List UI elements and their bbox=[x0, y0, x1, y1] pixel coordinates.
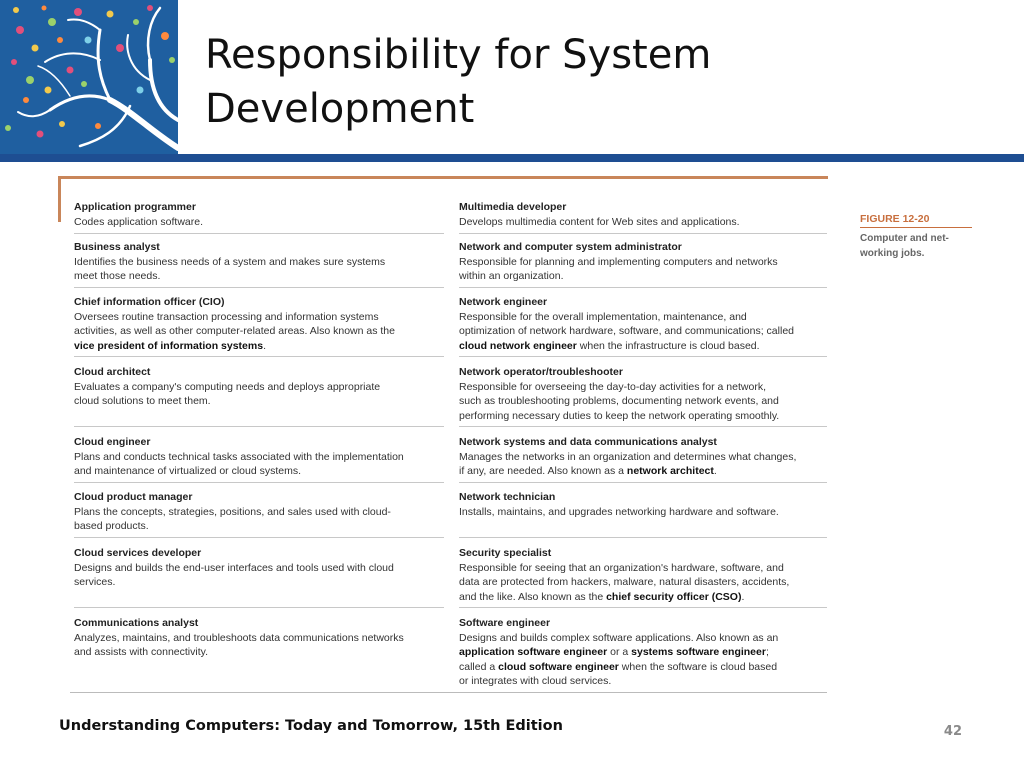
figure-label: FIGURE 12-20 bbox=[860, 213, 972, 228]
job-title: Cloud engineer bbox=[74, 436, 151, 448]
job-alias: vice president of information systems bbox=[74, 339, 264, 352]
job-description: and assists with connectivity. bbox=[74, 646, 209, 658]
job-description: Installs, maintains, and upgrades networking hardware and software. bbox=[459, 505, 779, 518]
job-description: data are protected from hackers, malware, natural disasters, accidents, bbox=[459, 576, 790, 588]
job-entry bbox=[459, 435, 827, 483]
job-alias: network architect bbox=[626, 465, 714, 477]
job-alias: systems software engineer bbox=[631, 646, 766, 658]
job-description-rich: and the like. Also known as the chief security officer (CSO). bbox=[459, 590, 745, 603]
job-alias: chief security officer (CSO) bbox=[606, 590, 742, 603]
job-entry bbox=[459, 365, 827, 427]
job-title: Network and computer system administrator bbox=[459, 241, 682, 253]
figure-left-rule bbox=[58, 176, 61, 222]
job-title: Cloud services developer bbox=[74, 547, 202, 559]
job-description: cloud solutions to meet them. bbox=[74, 395, 211, 407]
job-description: Identifies the business needs of a system and makes sure systems bbox=[74, 255, 386, 268]
job-entry bbox=[74, 616, 444, 692]
job-entry bbox=[459, 490, 827, 538]
job-alias: application software engineer bbox=[459, 646, 608, 658]
job-title: Business analyst bbox=[74, 241, 160, 253]
job-description: meet those needs. bbox=[74, 270, 161, 282]
page-number: 42 bbox=[943, 724, 962, 739]
job-description: or integrates with cloud services. bbox=[459, 675, 612, 687]
job-entry bbox=[459, 295, 827, 357]
job-description: within an organization. bbox=[459, 270, 564, 282]
figure-top-rule bbox=[58, 176, 828, 179]
figure-bottom-rule bbox=[70, 692, 827, 693]
job-entry bbox=[74, 295, 444, 357]
job-description: Develops multimedia content for Web sites and applications. bbox=[459, 215, 740, 228]
title-line-2: Development bbox=[205, 86, 475, 132]
job-title: Cloud product manager bbox=[74, 491, 193, 503]
job-title: Software engineer bbox=[459, 617, 551, 629]
job-entry bbox=[459, 240, 827, 288]
job-entry bbox=[74, 365, 444, 427]
job-description: Responsible for planning and implementing computers and networks bbox=[459, 255, 778, 268]
job-title: Communications analyst bbox=[74, 617, 199, 629]
title-divider-bar bbox=[0, 154, 1024, 162]
job-description: optimization of network hardware, software, and communications; called bbox=[459, 325, 794, 337]
job-title: Multimedia developer bbox=[459, 201, 567, 213]
job-title: Chief information officer (CIO) bbox=[74, 296, 225, 308]
job-description-rich: vice president of information systems. bbox=[74, 339, 266, 352]
job-description-rich: if any, are needed. Also known as a network architect. bbox=[459, 465, 717, 477]
job-title: Network operator/troubleshooter bbox=[459, 366, 623, 378]
job-title: Network systems and data communications analyst bbox=[459, 436, 717, 448]
title-line-1: Responsibility for System bbox=[205, 32, 712, 78]
job-description: performing necessary duties to keep the network operating smoothly. bbox=[459, 409, 780, 422]
job-entry bbox=[74, 200, 444, 234]
job-description: Designs and builds the end-user interfaces and tools used with cloud bbox=[74, 561, 394, 574]
job-description-rich: application software engineer or a systems software engineer; bbox=[459, 646, 769, 658]
job-description: such as troubleshooting problems, documenting network events, and bbox=[459, 395, 779, 407]
footer-book-title: Understanding Computers: Today and Tomorrow, 15th Edition bbox=[59, 718, 563, 734]
tree-logo-art bbox=[0, 0, 178, 154]
job-description: Responsible for the overall implementation, maintenance, and bbox=[459, 310, 747, 323]
job-description: Oversees routine transaction processing and information systems bbox=[74, 310, 379, 323]
job-description-rich: called a cloud software engineer when the software is cloud based bbox=[459, 660, 778, 673]
job-description-rich: cloud network engineer when the infrastructure is cloud based. bbox=[459, 339, 760, 352]
job-description: Analyzes, maintains, and troubleshoots data communications networks bbox=[74, 631, 404, 644]
job-entry bbox=[459, 616, 827, 692]
job-title: Network engineer bbox=[459, 296, 548, 308]
job-description: Evaluates a company's computing needs and deploys appropriate bbox=[74, 380, 381, 393]
job-description: Plans and conducts technical tasks associated with the implementation bbox=[74, 450, 404, 463]
job-description: Codes application software. bbox=[74, 215, 203, 228]
jobs-figure bbox=[56, 176, 828, 694]
job-entry bbox=[74, 490, 444, 538]
job-description: Responsible for seeing that an organization's hardware, software, and bbox=[459, 561, 784, 574]
job-alias: cloud software engineer bbox=[498, 660, 619, 673]
job-description: and maintenance of virtualized or cloud systems. bbox=[74, 465, 302, 477]
job-title: Cloud architect bbox=[74, 366, 151, 378]
job-description: activities, as well as other computer-related areas. Also known as the bbox=[74, 325, 395, 337]
job-entry bbox=[459, 200, 827, 234]
job-entry bbox=[74, 546, 444, 608]
job-description: Plans the concepts, strategies, positions, and sales used with cloud- bbox=[74, 505, 391, 518]
figure-caption bbox=[860, 213, 972, 261]
job-alias: cloud network engineer bbox=[459, 339, 577, 352]
job-description: based products. bbox=[74, 520, 149, 532]
job-description: Designs and builds complex software applications. Also known as an bbox=[459, 631, 779, 644]
job-description: Manages the networks in an organization and determines what changes, bbox=[459, 450, 797, 463]
job-entry bbox=[74, 435, 444, 483]
job-description: services. bbox=[74, 576, 116, 588]
job-entry bbox=[459, 546, 827, 608]
job-title: Network technician bbox=[459, 491, 556, 503]
job-title: Application programmer bbox=[74, 201, 196, 213]
figure-caption-text: Computer and net- working jobs. bbox=[860, 233, 949, 259]
tree-illustration bbox=[0, 0, 178, 154]
job-entry bbox=[74, 240, 444, 288]
slide-title bbox=[205, 28, 965, 136]
job-description: Responsible for overseeing the day-to-day activities for a network, bbox=[459, 380, 766, 393]
job-title: Security specialist bbox=[459, 547, 552, 559]
